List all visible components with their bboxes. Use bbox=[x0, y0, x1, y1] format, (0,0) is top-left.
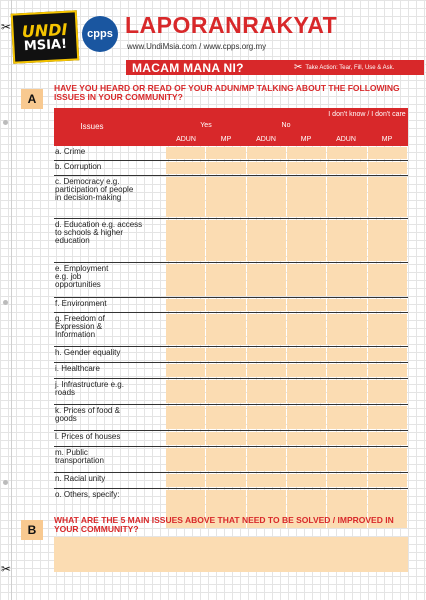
checkbox-cells bbox=[166, 314, 408, 345]
answer-cell[interactable] bbox=[247, 147, 286, 159]
answer-cell[interactable] bbox=[247, 264, 286, 296]
answer-cell[interactable] bbox=[166, 474, 205, 487]
answer-cell[interactable] bbox=[166, 264, 205, 296]
answer-cell[interactable] bbox=[206, 264, 245, 296]
answer-cell[interactable] bbox=[206, 432, 245, 445]
scissors-icon: ✂ bbox=[1, 20, 12, 34]
answer-cell[interactable] bbox=[327, 177, 366, 217]
header-adun: ADUN bbox=[176, 136, 196, 143]
answer-cell[interactable] bbox=[166, 380, 205, 403]
checkbox-cells bbox=[166, 299, 408, 311]
answer-cell[interactable] bbox=[368, 348, 407, 361]
section-b-question: WHAT ARE THE 5 MAIN ISSUES ABOVE THAT NEED TO BE SOLVED / IMPROVED IN YOUR COMMUNITY? bbox=[54, 515, 394, 534]
issue-label: c. Democracy e.g. participation of people in decision-making bbox=[55, 177, 134, 202]
header-mp: MP bbox=[300, 136, 312, 143]
issues-table-header bbox=[54, 108, 408, 146]
answer-cell[interactable] bbox=[368, 448, 407, 471]
answer-cell[interactable] bbox=[368, 162, 407, 174]
punch-hole bbox=[3, 300, 8, 305]
issue-label: j. Infrastructure e.g. roads bbox=[55, 380, 124, 397]
answer-cell[interactable] bbox=[327, 147, 366, 159]
undimsia-logo-line2: MSIA! bbox=[23, 36, 68, 54]
header-adun: ADUN bbox=[256, 136, 276, 143]
answer-cell[interactable] bbox=[166, 348, 205, 361]
answer-cell[interactable] bbox=[287, 380, 326, 403]
answer-cell[interactable] bbox=[247, 220, 286, 261]
answer-cell[interactable] bbox=[206, 406, 245, 429]
checkbox-cells bbox=[166, 220, 408, 261]
banner-title: MACAM MANA NI? bbox=[132, 60, 244, 75]
header-mp: MP bbox=[381, 136, 393, 143]
answer-cell[interactable] bbox=[327, 380, 366, 403]
answer-cell[interactable] bbox=[327, 348, 366, 361]
answer-cell[interactable] bbox=[247, 406, 286, 429]
answer-cell[interactable] bbox=[287, 432, 326, 445]
checkbox-cells bbox=[166, 147, 408, 159]
scissors-icon: ✂ bbox=[294, 62, 303, 73]
answer-cell[interactable] bbox=[166, 220, 205, 261]
website-urls: www.UndiMsia.com / www.cpps.org.my bbox=[127, 42, 267, 51]
answer-cell[interactable] bbox=[327, 220, 366, 261]
issue-label: h. Gender equality bbox=[55, 348, 121, 357]
answer-cell[interactable] bbox=[287, 474, 326, 487]
answer-cell[interactable] bbox=[206, 177, 245, 217]
answer-cell[interactable] bbox=[368, 220, 407, 261]
answer-cell[interactable] bbox=[206, 474, 245, 487]
punch-hole bbox=[3, 120, 8, 125]
answer-cell[interactable] bbox=[368, 406, 407, 429]
issue-label: e. Employment e.g. job opportunities bbox=[55, 264, 109, 289]
answer-cell[interactable] bbox=[247, 314, 286, 345]
undimsia-logo-line1: UNDI bbox=[21, 19, 68, 41]
table-row bbox=[54, 263, 408, 298]
answer-cell[interactable] bbox=[247, 348, 286, 361]
answer-cell[interactable] bbox=[206, 162, 245, 174]
answer-cell[interactable] bbox=[287, 406, 326, 429]
checkbox-cells bbox=[166, 448, 408, 471]
answer-cell[interactable] bbox=[327, 299, 366, 311]
answer-cell[interactable] bbox=[368, 364, 407, 377]
answer-cell[interactable] bbox=[368, 264, 407, 296]
answer-cell[interactable] bbox=[327, 432, 366, 445]
answer-cell[interactable] bbox=[206, 364, 245, 377]
checkbox-cells bbox=[166, 348, 408, 361]
punch-hole bbox=[3, 480, 8, 485]
answer-cell[interactable] bbox=[287, 162, 326, 174]
answer-cell[interactable] bbox=[327, 364, 366, 377]
answer-cell[interactable] bbox=[206, 147, 245, 159]
brand-title: LAPORANRAKYAT bbox=[125, 12, 338, 38]
answer-cell[interactable] bbox=[166, 162, 205, 174]
table-row bbox=[54, 161, 408, 176]
answer-cell[interactable] bbox=[166, 448, 205, 471]
answer-cell[interactable] bbox=[287, 348, 326, 361]
header-adun: ADUN bbox=[336, 136, 356, 143]
checkbox-cells bbox=[166, 177, 408, 217]
answer-cell[interactable] bbox=[166, 299, 205, 311]
header-mp: MP bbox=[220, 136, 232, 143]
answer-cell[interactable] bbox=[287, 448, 326, 471]
scissors-icon: ✂ bbox=[1, 562, 12, 576]
answer-cell[interactable] bbox=[247, 162, 286, 174]
checkbox-cells bbox=[166, 264, 408, 296]
answer-cell[interactable] bbox=[206, 380, 245, 403]
section-b-marker: B bbox=[21, 520, 43, 540]
table-row bbox=[54, 405, 408, 431]
issue-label: k. Prices of food & goods bbox=[55, 406, 120, 423]
answer-cell[interactable] bbox=[287, 264, 326, 296]
answer-cell[interactable] bbox=[247, 299, 286, 311]
answer-cell[interactable] bbox=[368, 177, 407, 217]
table-row bbox=[54, 473, 408, 489]
checkbox-cells bbox=[166, 380, 408, 403]
header-dont-know: I don't know / I don't care bbox=[328, 111, 406, 118]
answer-cell[interactable] bbox=[327, 314, 366, 345]
issue-label: n. Racial unity bbox=[55, 474, 106, 483]
answer-cell[interactable] bbox=[247, 448, 286, 471]
answer-cell[interactable] bbox=[166, 314, 205, 345]
checkbox-cells bbox=[166, 406, 408, 429]
title-banner bbox=[126, 60, 424, 75]
answer-cell[interactable] bbox=[166, 364, 205, 377]
table-row bbox=[54, 313, 408, 347]
table-row bbox=[54, 447, 408, 473]
issue-label: l. Prices of houses bbox=[55, 432, 121, 441]
issue-label: a. Crime bbox=[55, 147, 86, 156]
checkbox-cells bbox=[166, 364, 408, 377]
answer-cell[interactable] bbox=[206, 220, 245, 261]
table-row bbox=[54, 431, 408, 447]
issue-label: m. Public transportation bbox=[55, 448, 104, 465]
page-margin-line bbox=[11, 0, 12, 600]
header-issues: Issues bbox=[80, 122, 104, 131]
answer-cell[interactable] bbox=[206, 348, 245, 361]
table-row bbox=[54, 298, 408, 313]
header-no: No bbox=[281, 122, 291, 129]
answer-cell[interactable] bbox=[166, 432, 205, 445]
answer-cell[interactable] bbox=[247, 380, 286, 403]
answer-cell[interactable] bbox=[327, 162, 366, 174]
answer-cell[interactable] bbox=[287, 364, 326, 377]
answer-cell[interactable] bbox=[327, 474, 366, 487]
answer-cell[interactable] bbox=[287, 177, 326, 217]
section-b-answer-box[interactable] bbox=[54, 537, 408, 572]
table-row bbox=[54, 347, 408, 363]
table-row bbox=[54, 363, 408, 379]
table-row bbox=[54, 146, 408, 161]
answer-cell[interactable] bbox=[287, 314, 326, 345]
answer-cell[interactable] bbox=[368, 314, 407, 345]
answer-cell[interactable] bbox=[287, 299, 326, 311]
answer-cell[interactable] bbox=[247, 364, 286, 377]
issue-label: b. Corruption bbox=[55, 162, 102, 171]
answer-cell[interactable] bbox=[206, 448, 245, 471]
banner-take-action bbox=[294, 60, 394, 75]
section-a-question: HAVE YOU HEARD OR READ OF YOUR ADUN/MP TALKING ABOUT THE FOLLOWING ISSUES IN YOUR COMMUNITY? bbox=[54, 83, 400, 102]
answer-cell[interactable] bbox=[327, 264, 366, 296]
answer-cell[interactable] bbox=[327, 406, 366, 429]
answer-cell[interactable] bbox=[287, 147, 326, 159]
issue-label: o. Others, specify: bbox=[55, 490, 120, 499]
table-row bbox=[54, 379, 408, 405]
table-row bbox=[54, 219, 408, 263]
answer-cell[interactable] bbox=[368, 147, 407, 159]
issue-label: f. Environment bbox=[55, 299, 107, 308]
answer-cell[interactable] bbox=[368, 380, 407, 403]
cpps-logo bbox=[82, 16, 118, 52]
answer-cell[interactable] bbox=[327, 448, 366, 471]
banner-take-action-text: Take Action: Tear, Fill, Use & Ask. bbox=[305, 64, 395, 71]
checkbox-cells bbox=[166, 474, 408, 487]
answer-cell[interactable] bbox=[206, 314, 245, 345]
undimsia-logo bbox=[11, 10, 80, 63]
answer-cell[interactable] bbox=[247, 177, 286, 217]
answer-cell[interactable] bbox=[247, 432, 286, 445]
section-a-marker: A bbox=[21, 89, 43, 109]
answer-cell[interactable] bbox=[368, 474, 407, 487]
answer-cell[interactable] bbox=[166, 177, 205, 217]
issue-label: g. Freedom of Expression & Information bbox=[55, 314, 105, 339]
issue-label: i. Healthcare bbox=[55, 364, 100, 373]
issues-table-body bbox=[54, 146, 408, 529]
answer-cell[interactable] bbox=[166, 406, 205, 429]
answer-cell[interactable] bbox=[368, 299, 407, 311]
issue-label: d. Education e.g. access to schools & higher education bbox=[55, 220, 143, 245]
cpps-logo-text: cpps bbox=[87, 28, 113, 40]
answer-cell[interactable] bbox=[206, 299, 245, 311]
answer-cell[interactable] bbox=[166, 147, 205, 159]
checkbox-cells bbox=[166, 432, 408, 445]
answer-cell[interactable] bbox=[247, 474, 286, 487]
answer-cell[interactable] bbox=[287, 220, 326, 261]
checkbox-cells bbox=[166, 162, 408, 174]
table-row bbox=[54, 176, 408, 219]
header-yes: Yes bbox=[200, 122, 212, 129]
answer-cell[interactable] bbox=[368, 432, 407, 445]
